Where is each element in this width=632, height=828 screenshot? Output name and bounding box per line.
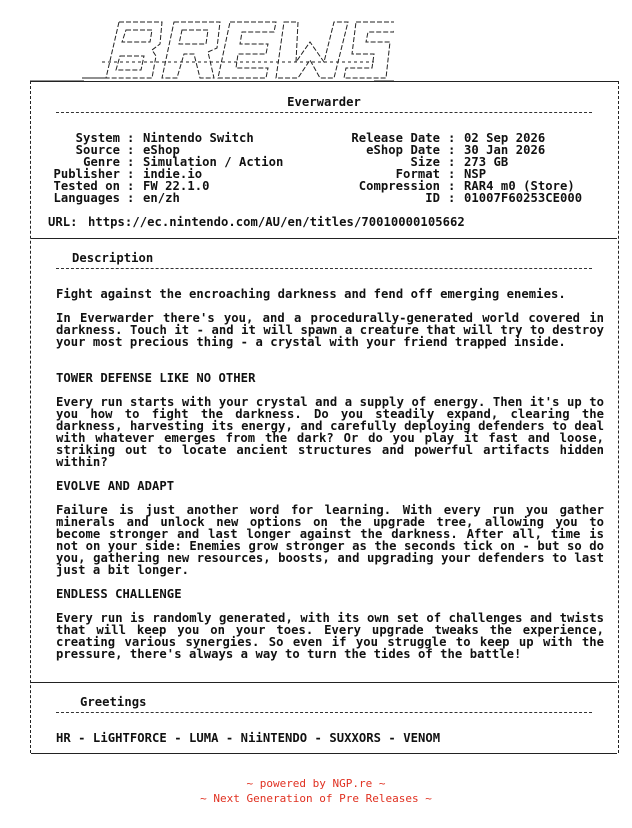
info-key-size: Size bbox=[410, 155, 440, 169]
description-underline bbox=[56, 268, 592, 269]
info-value-system: Nintendo Switch bbox=[143, 131, 254, 145]
description-subheading: TOWER DEFENSE LIKE NO OTHER bbox=[56, 371, 256, 385]
description-heading: Description bbox=[72, 251, 154, 265]
description-paragraph: In Everwarder there's you, and a procedurally-generated world covered in darkness. Touch it - and it will spawn a creature that will try to destroy your most precious thing - a crystal with your friend trapped inside. bbox=[56, 311, 604, 349]
description-paragraph: Every run is randomly generated, with its own set of challenges and twists that will keep you on your toes. Every upgrade tweaks the experience, creating various synergies. So even if you struggle to keep up with the pressure, there's always a way to turn the tides of the battle! bbox=[56, 611, 604, 661]
release-title: Everwarder bbox=[287, 95, 361, 109]
logo-art bbox=[14, 14, 394, 84]
info-value-tested-on: FW 22.1.0 bbox=[143, 179, 210, 193]
section-divider bbox=[31, 238, 617, 239]
footer-powered-by: ~ powered by NGP.re ~ bbox=[246, 777, 386, 790]
url-label: URL: bbox=[48, 215, 78, 229]
info-sep: : bbox=[448, 191, 456, 205]
info-key-publisher: Publisher bbox=[53, 167, 120, 181]
section-divider bbox=[31, 682, 617, 683]
info-sep: : bbox=[448, 167, 456, 181]
description-paragraph: Every run starts with your crystal and a supply of energy. Then it's up to you how to fight the darkness. Do you steadily expand, clearing the darkness, harvesting its energy, and carefully deploying defenders to deal with whatever emerges from the dark? Or do you play it fast and loose, striking out to locate ancient structures and powerful artifacts hidden within? bbox=[56, 395, 604, 469]
info-sep: : bbox=[448, 143, 456, 157]
info-value-eshop-date: 30 Jan 2026 bbox=[464, 143, 546, 157]
info-value-compression: RAR4 m0 (Store) bbox=[464, 179, 575, 193]
info-value-genre: Simulation / Action bbox=[143, 155, 284, 169]
info-value-release-date: 02 Sep 2026 bbox=[464, 131, 546, 145]
info-sep: : bbox=[448, 131, 456, 145]
description-subheading: EVOLVE AND ADAPT bbox=[56, 479, 175, 493]
info-sep: : bbox=[127, 131, 135, 145]
description-subheading: ENDLESS CHALLENGE bbox=[56, 587, 182, 601]
info-sep: : bbox=[127, 179, 135, 193]
greetings-underline bbox=[56, 712, 592, 713]
title-underline bbox=[56, 112, 592, 113]
info-key-source: Source bbox=[75, 143, 120, 157]
info-sep: : bbox=[127, 167, 135, 181]
brews-logo bbox=[14, 14, 394, 87]
info-sep: : bbox=[127, 155, 135, 169]
info-key-languages: Languages bbox=[53, 191, 120, 205]
info-key-tested-on: Tested on bbox=[53, 179, 120, 193]
info-key-system: System bbox=[75, 131, 120, 145]
info-key-id: ID bbox=[425, 191, 440, 205]
info-value-languages: en/zh bbox=[143, 191, 180, 205]
greetings-heading: Greetings bbox=[80, 695, 147, 709]
info-sep: : bbox=[448, 155, 456, 169]
greetings-list: HR - LiGHTFORCE - LUMA - NiiNTENDO - SUXXORS - VENOM bbox=[56, 731, 441, 745]
info-key-release-date: Release Date bbox=[351, 131, 440, 145]
footer-tagline: ~ Next Generation of Pre Releases ~ bbox=[200, 792, 432, 805]
info-key-eshop-date: eShop Date bbox=[366, 143, 440, 157]
description-paragraph: Failure is just another word for learning. With every run you gather minerals and unlock new options on the upgrade tree, allowing you to become stronger and last longer against the darkness. After all, time is not on your side: Enemies grow stronger as the seconds tick on - but so do you, gathering new resources, boosts, and upgrading your defenders to last just a bit longer. bbox=[56, 503, 604, 577]
info-sep: : bbox=[127, 191, 135, 205]
info-key-compression: Compression bbox=[358, 179, 440, 193]
info-sep: : bbox=[448, 179, 456, 193]
info-sep: : bbox=[127, 143, 135, 157]
info-value-source: eShop bbox=[143, 143, 180, 157]
info-value-size: 273 GB bbox=[464, 155, 509, 169]
info-value-format: NSP bbox=[464, 167, 487, 181]
description-intro: Fight against the encroaching darkness and fend off emerging enemies. bbox=[56, 287, 566, 301]
info-value-id: 01007F60253CE000 bbox=[464, 191, 583, 205]
info-key-format: Format bbox=[395, 167, 440, 181]
url-link[interactable]: https://ec.nintendo.com/AU/en/titles/70010000105662 bbox=[88, 215, 465, 229]
info-value-publisher: indie.io bbox=[143, 167, 203, 181]
info-key-genre: Genre bbox=[83, 155, 120, 169]
frame-bottom-border bbox=[31, 753, 617, 754]
